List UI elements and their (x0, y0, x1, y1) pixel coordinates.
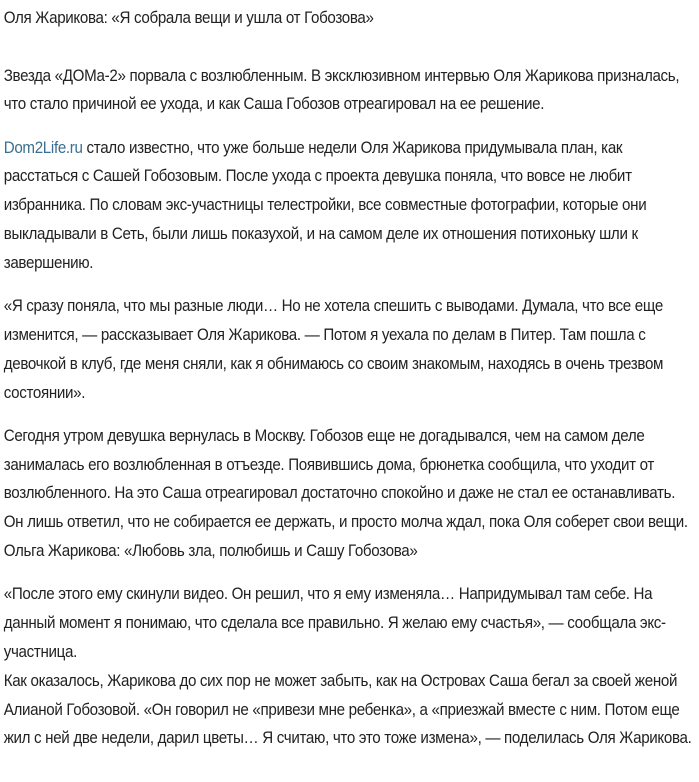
article-lead: Звезда «ДОМа-2» порвала с возлюбленным. В эксклюзивном интервью Оля Жарикова призналась, что стало причиной ее ухода, и как Саша Гобозов отреагировал на ее решение. (3, 66, 680, 114)
paragraph-4-quote: «После этого ему скинули видео. Он решил, что я ему изменяла… Напридумывал там себе. На данный момент я понимаю, что сделала все правильно. Я желаю ему счастья», — сообщала экс-участница. (3, 585, 666, 661)
related-article-link[interactable]: Ольга Жарикова: «Любовь зла, полюбишь и Сашу Гобозова» (3, 542, 418, 561)
paragraph-1 (4, 134, 697, 278)
paragraph-5: Как оказалось, Жарикова до сих пор не может забыть, как на Островах Саша бегал за своей женой Алианой Гобозовой. «Он говорил не «привези мне ребенка», а «приезжай вместе с ним. Потом еще жил с ней две недели, дарил цветы… Я считаю, что это тоже измена», — поделилась Оля Жарикова. (3, 671, 692, 748)
paragraph-2-quote: «Я сразу поняла, что мы разные люди… Но не хотела спешить с выводами. Думала, что все еще изменится, — рассказывает Оля Жарикова. — Потом я уехала по делам в Питер. Там пошла с девочкой в клуб, где меня сняли, как я обнимаюсь со своим знакомым, находясь в очень трезвом состоянии». (3, 297, 664, 402)
paragraph-1-text: стало известно, что уже больше недели Оля Жарикова придумывала план, как расстаться с Сашей Гобозовым. После ухода с проекта девушка поняла, что вовсе не любит избранника. По словам экс-участницы телестройки, все совместные фотографии, которые они выкладывали в Сеть, были лишь показухой, и на самом деле их отношения потихоньку шли к завершению. (3, 138, 647, 272)
article-title: Оля Жарикова: «Я собрала вещи и ушла от Гобозова» (3, 9, 374, 27)
source-link[interactable]: Dom2Life.ru (3, 138, 83, 157)
paragraph-3: Сегодня утром девушка вернулась в Москву. Гобозов еще не догадывался, чем на самом деле занималась его возлюбленная в отъезде. Появившись дома, брюнетка сообщила, что уходит от возлюбленного. На это Саша отреагировал достаточно спокойно и даже не стал ее останавливать. Он лишь ответил, что не собирается ее держать, и просто молча ждал, пока Оля соберет свои вещи. (3, 426, 688, 532)
